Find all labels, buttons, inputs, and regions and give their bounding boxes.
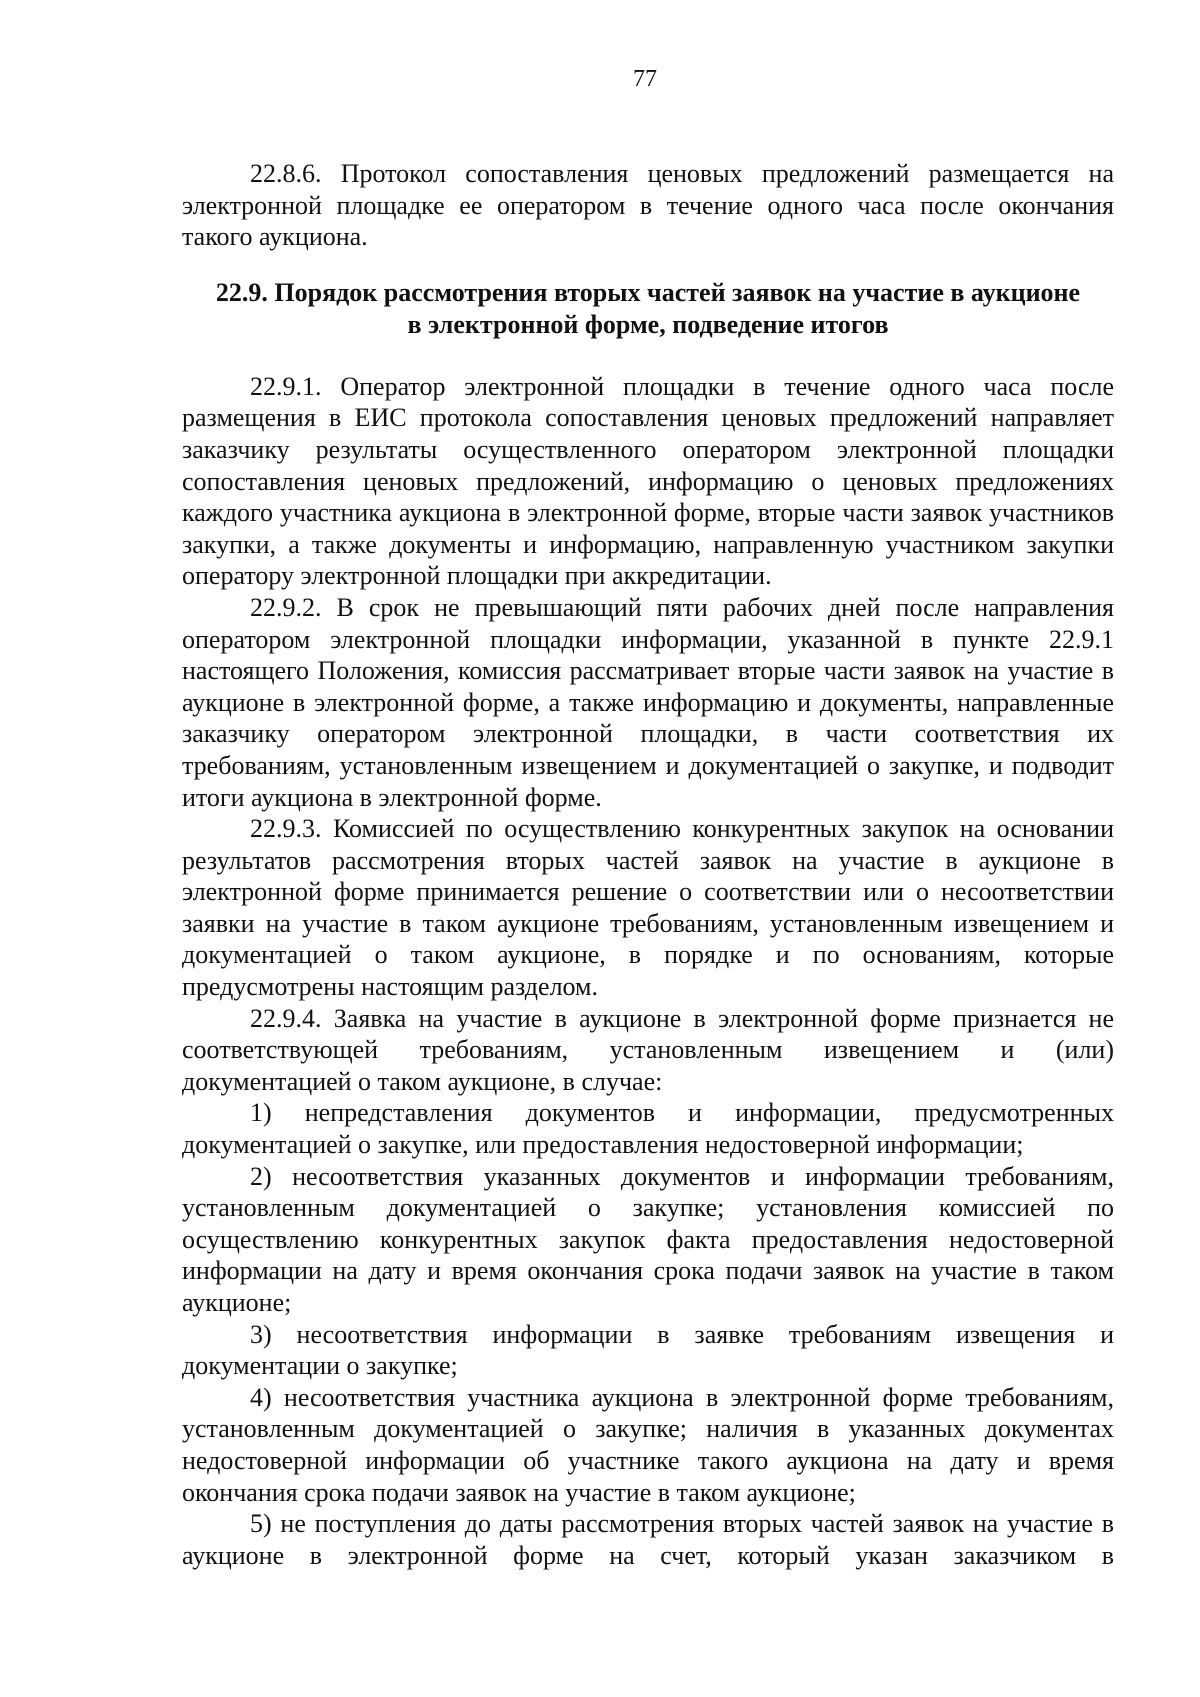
list-item-3: 3) несоответствия информации в заявке требованиям извещения и документации о закупке; [182,1319,1114,1381]
list-item-1: 1) непредставления документов и информации, предусмотренных документацией о закупке, или предоставления недостоверной информации; [182,1098,1114,1160]
section-heading-line-2: в электронной форме, подведение итогов [407,309,889,339]
list-item-2: 2) несоответствия указанных документов и информации требованиям, установленным документацией о закупке; установления комиссией по осуществлению конкурентных закупок факта предоставления недостоверной информации на дату и время окончания срока подачи заявок на участие в таком аукционе; [182,1161,1114,1317]
section-heading-22-9 [182,277,1114,341]
section-heading-line-1: 22.9. Порядок рассмотрения вторых частей заявок на участие в аукционе [215,277,1081,307]
list-item-4: 4) несоответствия участника аукциона в электронной форме требованиям, установленным документацией о закупке; наличия в указанных документах недостоверной информации об участнике такого аукциона на дату и время окончания срока подачи заявок на участие в таком аукционе; [182,1382,1114,1507]
list-item-5: 5) не поступления до даты рассмотрения вторых частей заявок на участие в аукционе в электронной форме на счет, который указан заказчиком в [182,1509,1114,1570]
document-body [182,158,1114,1571]
paragraph-22-9-1: 22.9.1. Оператор электронной площадки в течение одного часа после размещения в ЕИС протокола сопоставления ценовых предложений направляет заказчику результаты осуществленного оператором электронной площадки сопоставления ценовых предложений, информацию о ценовых предложениях каждого участника аукциона в электронной форме, вторые части заявок участников закупки, а также документы и информацию, направленную участником закупки оператору электронной площадки при аккредитации. [182,371,1114,591]
paragraph-22-9-3: 22.9.3. Комиссией по осуществлению конкурентных закупок на основании результатов рассмотрения вторых частей заявок на участие в аукционе в электронной форме принимается решение о соответствии или о несоответствии заявки на участие в таком аукционе требованиям, установленным извещением и документацией о таком аукционе, в порядке и по основаниям, которые предусмотрены настоящим разделом. [182,814,1114,1002]
page-number: 77 [633,66,657,92]
paragraph-22-9-2: 22.9.2. В срок не превышающий пяти рабочих дней после направления оператором электронной площадки информации, указанной в пункте 22.9.1 настоящего Положения, комиссия рассматривает вторые части заявок на участие в аукционе в электронной форме, а также информацию и документы, направленные заказчику оператором электронной площадки, в части соответствия их требованиям, установленным извещением и документацией о закупке, и подводит итоги аукциона в электронной форме. [182,592,1114,812]
paragraph-22-9-4: 22.9.4. Заявка на участие в аукционе в электронной форме признается не соответствующей требованиям, установленным извещением и (или) документацией о таком аукционе, в случае: [182,1003,1114,1096]
paragraph-22-8-6: 22.8.6. Протокол сопоставления ценовых предложений размещается на электронной площадке ее оператором в течение одного часа после окончания такого аукциона. [182,159,1114,252]
